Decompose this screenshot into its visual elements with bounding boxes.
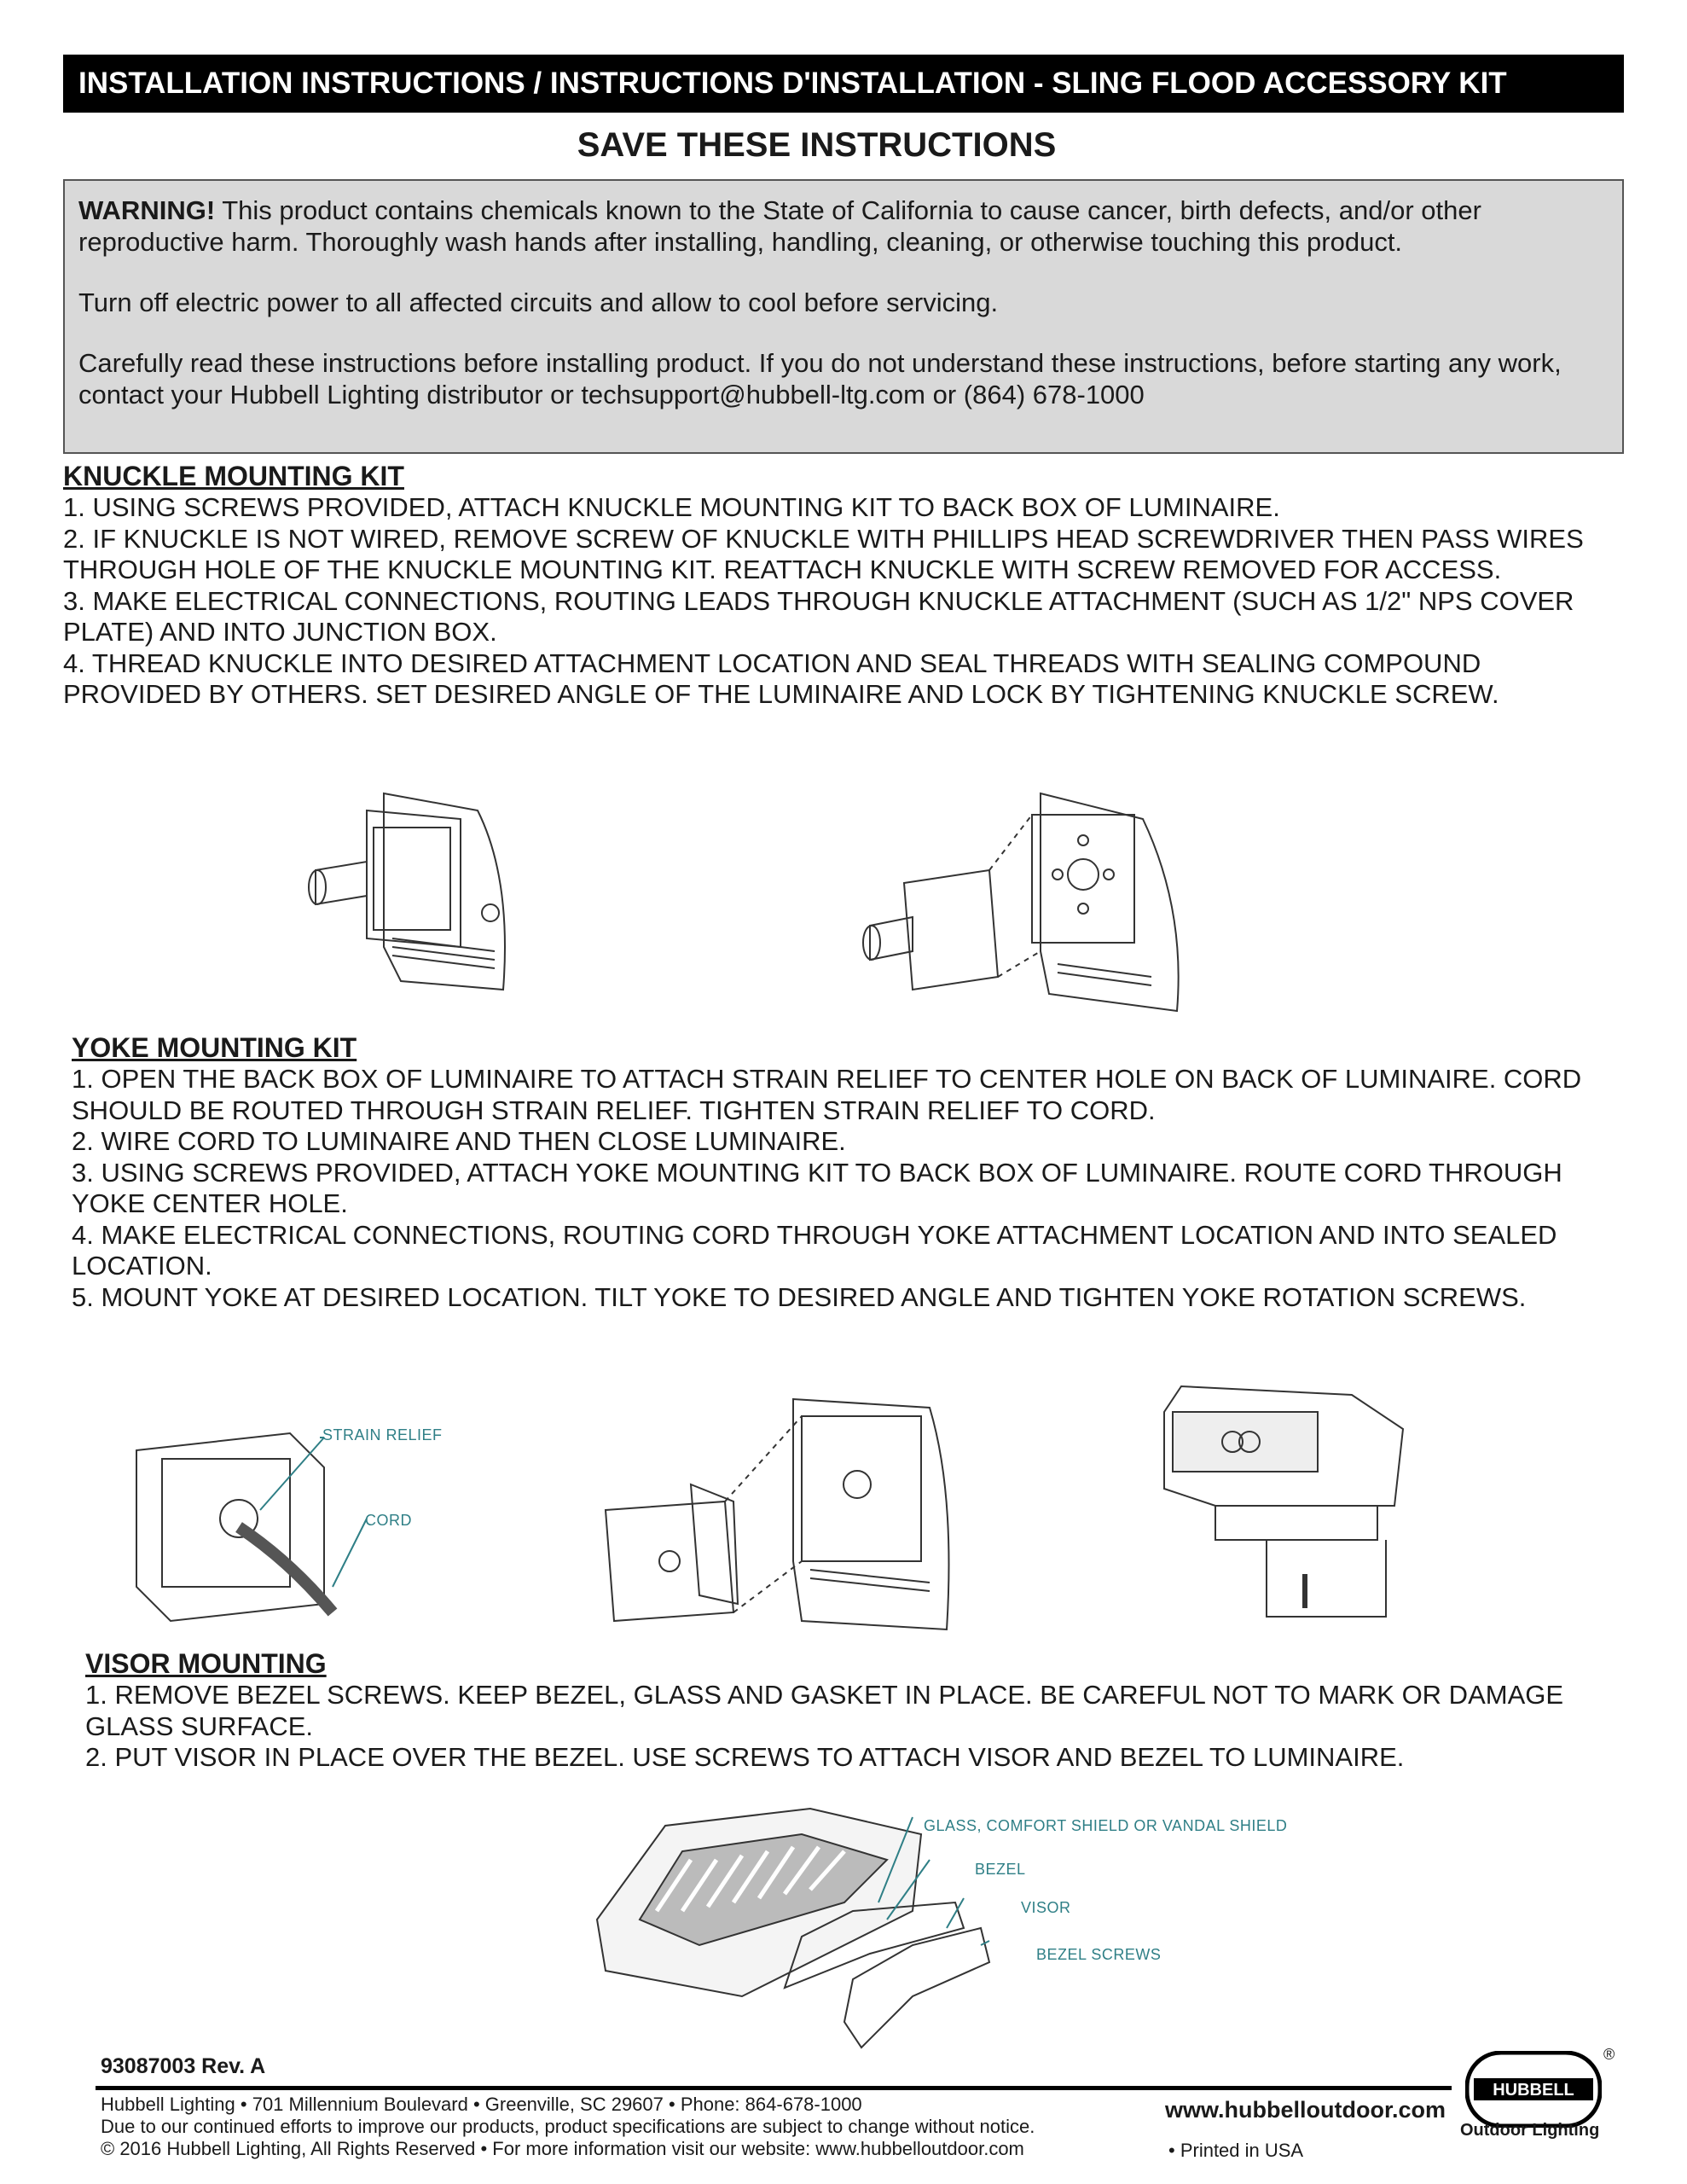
callout-glass: GLASS, COMFORT SHIELD OR VANDAL SHIELD [924,1817,1288,1834]
callout-cord: CORD [365,1512,412,1529]
hubbell-logo [1465,2051,1602,2128]
knuckle-step: 1. USING SCREWS PROVIDED, ATTACH KNUCKLE MOUNTING KIT TO BACK BOX OF LUMINAIRE. [63,492,1280,522]
callout-bezel-screws: BEZEL SCREWS [1036,1946,1162,1963]
knuckle-step: 2. IF KNUCKLE IS NOT WIRED, REMOVE SCREW OF KNUCKLE WITH PHILLIPS HEAD SCREWDRIVER THEN PASS WIRES THROUGH HOLE OF THE KNUCKLE MOUNTING KIT. REATTACH KNUCKLE WITH SCREW REMOVED FOR ACCESS. [63,523,1584,584]
knuckle-step: 4. THREAD KNUCKLE INTO DESIRED ATTACHMENT LOCATION AND SEAL THREADS WITH SEALING COMPOUND PROVIDED BY OTHERS. SET DESIRED ANGLE OF THE LUMINAIRE AND LOCK BY TIGHTENING KNUCKLE SCREW. [63,648,1499,709]
visor-section-title: VISOR MOUNTING [85,1648,327,1679]
footer-address: Hubbell Lighting • 701 Millennium Boulevard • Greenville, SC 29607 • Phone: 864-678-1000 [101,2094,862,2115]
knuckle-assembled-illustration [307,776,529,1007]
yoke-section-title: YOKE MOUNTING KIT [72,1032,357,1063]
save-instructions-title: SAVE THESE INSTRUCTIONS [577,126,1057,164]
knuckle-steps [63,492,1624,711]
footer-divider [96,2086,1452,2090]
knuckle-section-title: KNUCKLE MOUNTING KIT [63,461,404,491]
knuckle-step: 3. MAKE ELECTRICAL CONNECTIONS, ROUTING LEADS THROUGH KNUCKLE ATTACHMENT (SUCH AS 1/2" NPS COVER PLATE) AND INTO JUNCTION BOX. [63,585,1574,647]
warning-box [63,179,1624,454]
yoke-step: 2. WIRE CORD TO LUMINAIRE AND THEN CLOSE LUMINAIRE. [72,1126,846,1156]
yoke-section [72,1032,1632,1313]
warning-text: This product contains chemicals known to the State of California to cause cancer, birth defects, and/or other reproductive harm. Thoroughly wash hands after installing, handling, cleaning, or otherwise touching this product. [78,195,1481,257]
knuckle-exploded-illustration [861,781,1203,1019]
yoke-steps [72,1064,1632,1313]
printed-in-usa: • Printed in USA [1168,2140,1304,2161]
warning-label: WARNING! [78,195,216,225]
callout-bezel: BEZEL [975,1861,1026,1878]
warning-paragraph-prop65 [78,195,1609,258]
visor-step: 2. PUT VISOR IN PLACE OVER THE BEZEL. USE SCREWS TO ATTACH VISOR AND BEZEL TO LUMINAIRE. [85,1742,1405,1772]
warning-paragraph-read: Carefully read these instructions before installing product. If you do not understand these instructions, before starting any work, contact your Hubbell Lighting distributor or techsupport@hubbell-ltg.com or (864) 678-1000 [78,348,1562,410]
visor-step: 1. REMOVE BEZEL SCREWS. KEEP BEZEL, GLASS AND GASKET IN PLACE. BE CAREFUL NOT TO MARK OR DAMAGE GLASS SURFACE. [85,1680,1564,1741]
yoke-step: 5. MOUNT YOKE AT DESIRED LOCATION. TILT YOKE TO DESIRED ANGLE AND TIGHTEN YOKE ROTATION SCREWS. [72,1281,1527,1312]
document-code: 93087003 Rev. A [101,2054,266,2078]
logo-tagline: Outdoor Lighting [1460,2121,1600,2140]
yoke-step: 1. OPEN THE BACK BOX OF LUMINAIRE TO ATTACH STRAIN RELIEF TO CENTER HOLE ON BACK OF LUMINAIRE. CORD SHOULD BE ROUTED THROUGH STRAIN RELIEF. TIGHTEN STRAIN RELIEF TO CORD. [72,1064,1582,1125]
yoke-assembled-illustration [1156,1378,1412,1621]
yoke-exploded-illustration [597,1391,964,1638]
footer-disclaimer: Due to our continued efforts to improve our products, product specifications are subject to change without notice. [101,2116,1035,2137]
website-link[interactable]: www.hubbelloutdoor.com [1165,2097,1446,2123]
warning-paragraph-power: Turn off electric power to all affected circuits and allow to cool before servicing. [78,288,999,317]
callout-visor: VISOR [1021,1899,1071,1916]
visor-section [85,1648,1629,1774]
callout-strain-relief: STRAIN RELIEF [322,1426,443,1443]
document-header: INSTALLATION INSTRUCTIONS / INSTRUCTIONS D'INSTALLATION - SLING FLOOD ACCESSORY KIT [63,55,1624,113]
knuckle-section [63,461,1624,711]
yoke-step: 3. USING SCREWS PROVIDED, ATTACH YOKE MOUNTING KIT TO BACK BOX OF LUMINAIRE. ROUTE CORD THROUGH YOKE CENTER HOLE. [72,1157,1562,1218]
hubbell-logo-text: HUBBELL [1493,2081,1574,2100]
footer-info [101,2094,1035,2160]
visor-steps [85,1680,1629,1774]
registered-mark: ® [1603,2046,1615,2063]
footer-copyright: © 2016 Hubbell Lighting, All Rights Reserved • For more information visit our website: www.hubbelloutdoor.com [101,2138,1024,2159]
yoke-step: 4. MAKE ELECTRICAL CONNECTIONS, ROUTING CORD THROUGH YOKE ATTACHMENT LOCATION AND INTO SEALED LOCATION. [72,1219,1557,1281]
visor-exploded-illustration [588,1800,1117,2056]
